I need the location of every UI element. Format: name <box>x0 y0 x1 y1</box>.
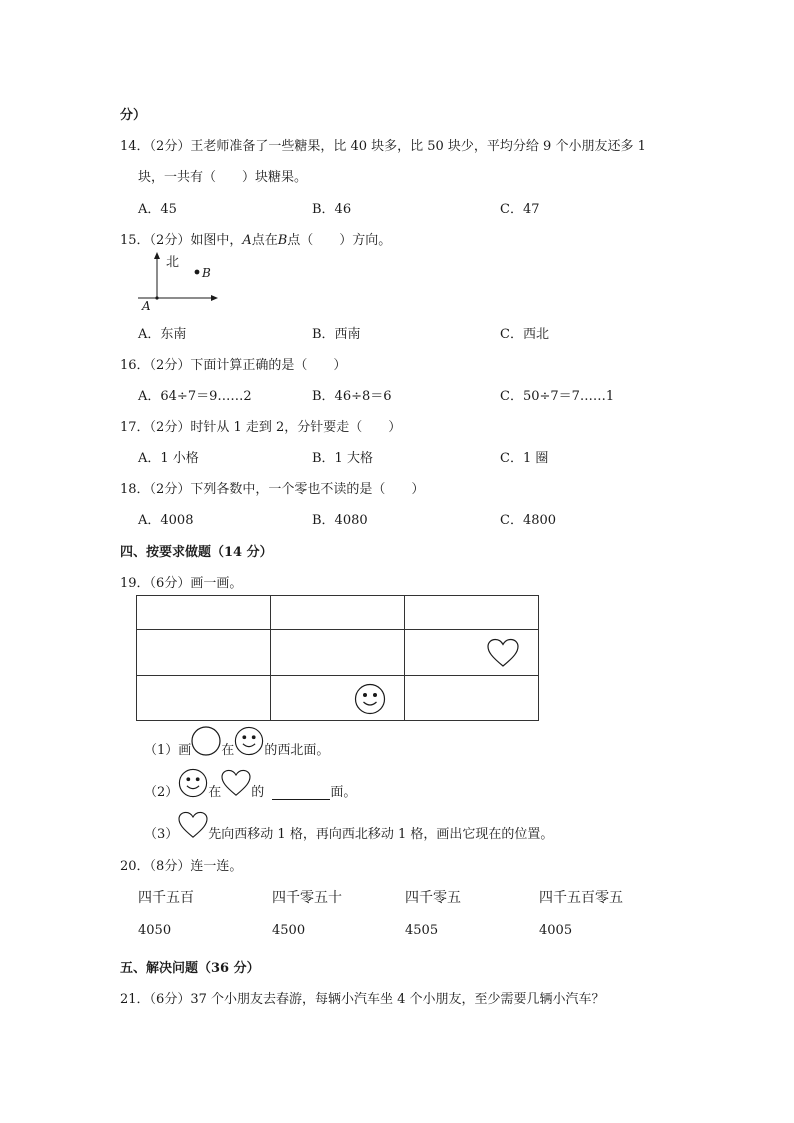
q20-word-4[interactable]: 四千五百零五 <box>539 890 623 906</box>
grid-cell <box>137 676 271 721</box>
label-a: A <box>142 299 151 313</box>
q21-text: 21．（6分）37 个小朋友去春游，每辆小汽车坐 4 个小朋友，至少需要几辆小汽车？ <box>120 992 605 1007</box>
q18-option-a: A．4008 <box>138 513 194 528</box>
north-arrowhead <box>154 252 160 259</box>
q20-word-3[interactable]: 四千零五 <box>405 890 461 906</box>
q17-text: 17．（2分）时针从 1 走到 2，分针要走（ ） <box>120 420 402 435</box>
q17-option-a: A．1 小格 <box>138 451 199 466</box>
smiley-face-icon <box>354 683 386 715</box>
q19-part-1: （1） 画 在 的西北面。 <box>144 724 329 758</box>
q15-option-b: B．西南 <box>312 327 361 342</box>
q15-option-c: C．西北 <box>500 327 549 342</box>
smiley-face-icon <box>178 768 208 798</box>
q20-number-4[interactable]: 4005 <box>539 923 573 938</box>
q16-option-a: A．64÷7＝9……2 <box>138 389 252 404</box>
q20-number-2[interactable]: 4500 <box>272 923 306 938</box>
q19-part-2: （2） 在 的 面。 <box>144 766 356 800</box>
q18-option-b: B．4080 <box>312 513 368 528</box>
q20-text: 20．（8分）连一连。 <box>120 859 243 874</box>
circle-icon <box>191 726 221 756</box>
north-label: 北 <box>166 255 180 270</box>
point-a-dot <box>155 296 158 299</box>
q14-option-b: B．46 <box>312 202 352 217</box>
q20-word-2[interactable]: 四千零五十 <box>272 890 342 906</box>
q18-option-c: C．4800 <box>500 513 557 528</box>
grid-row <box>137 596 539 630</box>
heart-icon <box>178 811 208 839</box>
q14-text-line1: 14．（2分）王老师准备了一些糖果，比 40 块多，比 50 块少，平均分给 9 个小朋友还多 1 <box>120 139 646 154</box>
q19-part-3: （3） 先向西移动 1 格，再向西北移动 1 格，画出它现在的位置。 <box>144 808 553 842</box>
answer-blank[interactable] <box>272 787 330 800</box>
q17-option-c: C．1 圈 <box>500 451 549 466</box>
heart-icon <box>221 769 251 797</box>
grid-cell <box>137 596 271 630</box>
heart-icon <box>487 638 519 668</box>
continued-score-fragment: 分） <box>120 108 147 123</box>
grid-row <box>137 630 539 676</box>
grid-cell <box>137 630 271 676</box>
q15-point-a: A <box>242 233 252 248</box>
grid-cell <box>405 676 539 721</box>
direction-grid <box>136 595 539 721</box>
q15-point-b: B <box>277 233 288 248</box>
q15-option-a: A．东南 <box>138 327 187 342</box>
q15-text: 15．（2分）如图中，A点在B点（ ）方向。 <box>120 233 392 248</box>
q18-text: 18．（2分）下列各数中，一个零也不读的是（ ） <box>120 482 425 497</box>
q14-option-a: A．45 <box>138 202 177 217</box>
east-arrowhead <box>211 295 218 301</box>
q19-text: 19．（6分）画一画。 <box>120 576 243 591</box>
q17-option-b: B．1 大格 <box>312 451 373 466</box>
q20-number-3[interactable]: 4505 <box>405 923 439 938</box>
label-b: B <box>202 266 211 280</box>
section-5-title: 五、解决问题（36 分） <box>120 961 260 976</box>
section-4-title: 四、按要求做题（14 分） <box>120 545 273 560</box>
q16-option-c: C．50÷7＝7……1 <box>500 389 615 404</box>
grid-cell <box>271 596 405 630</box>
q14-option-c: C．47 <box>500 202 540 217</box>
q14-text-line2: 块，一共有（ ）块糖果。 <box>138 170 308 185</box>
q20-number-1[interactable]: 4050 <box>138 923 172 938</box>
point-b-dot <box>195 270 200 275</box>
q20-word-1[interactable]: 四千五百 <box>138 890 194 906</box>
smiley-face-icon <box>234 726 264 756</box>
grid-row <box>137 676 539 721</box>
grid-cell <box>405 596 539 630</box>
q16-option-b: B．46÷8＝6 <box>312 389 392 404</box>
q16-text: 16．（2分）下面计算正确的是（ ） <box>120 358 347 373</box>
grid-cell <box>271 630 405 676</box>
